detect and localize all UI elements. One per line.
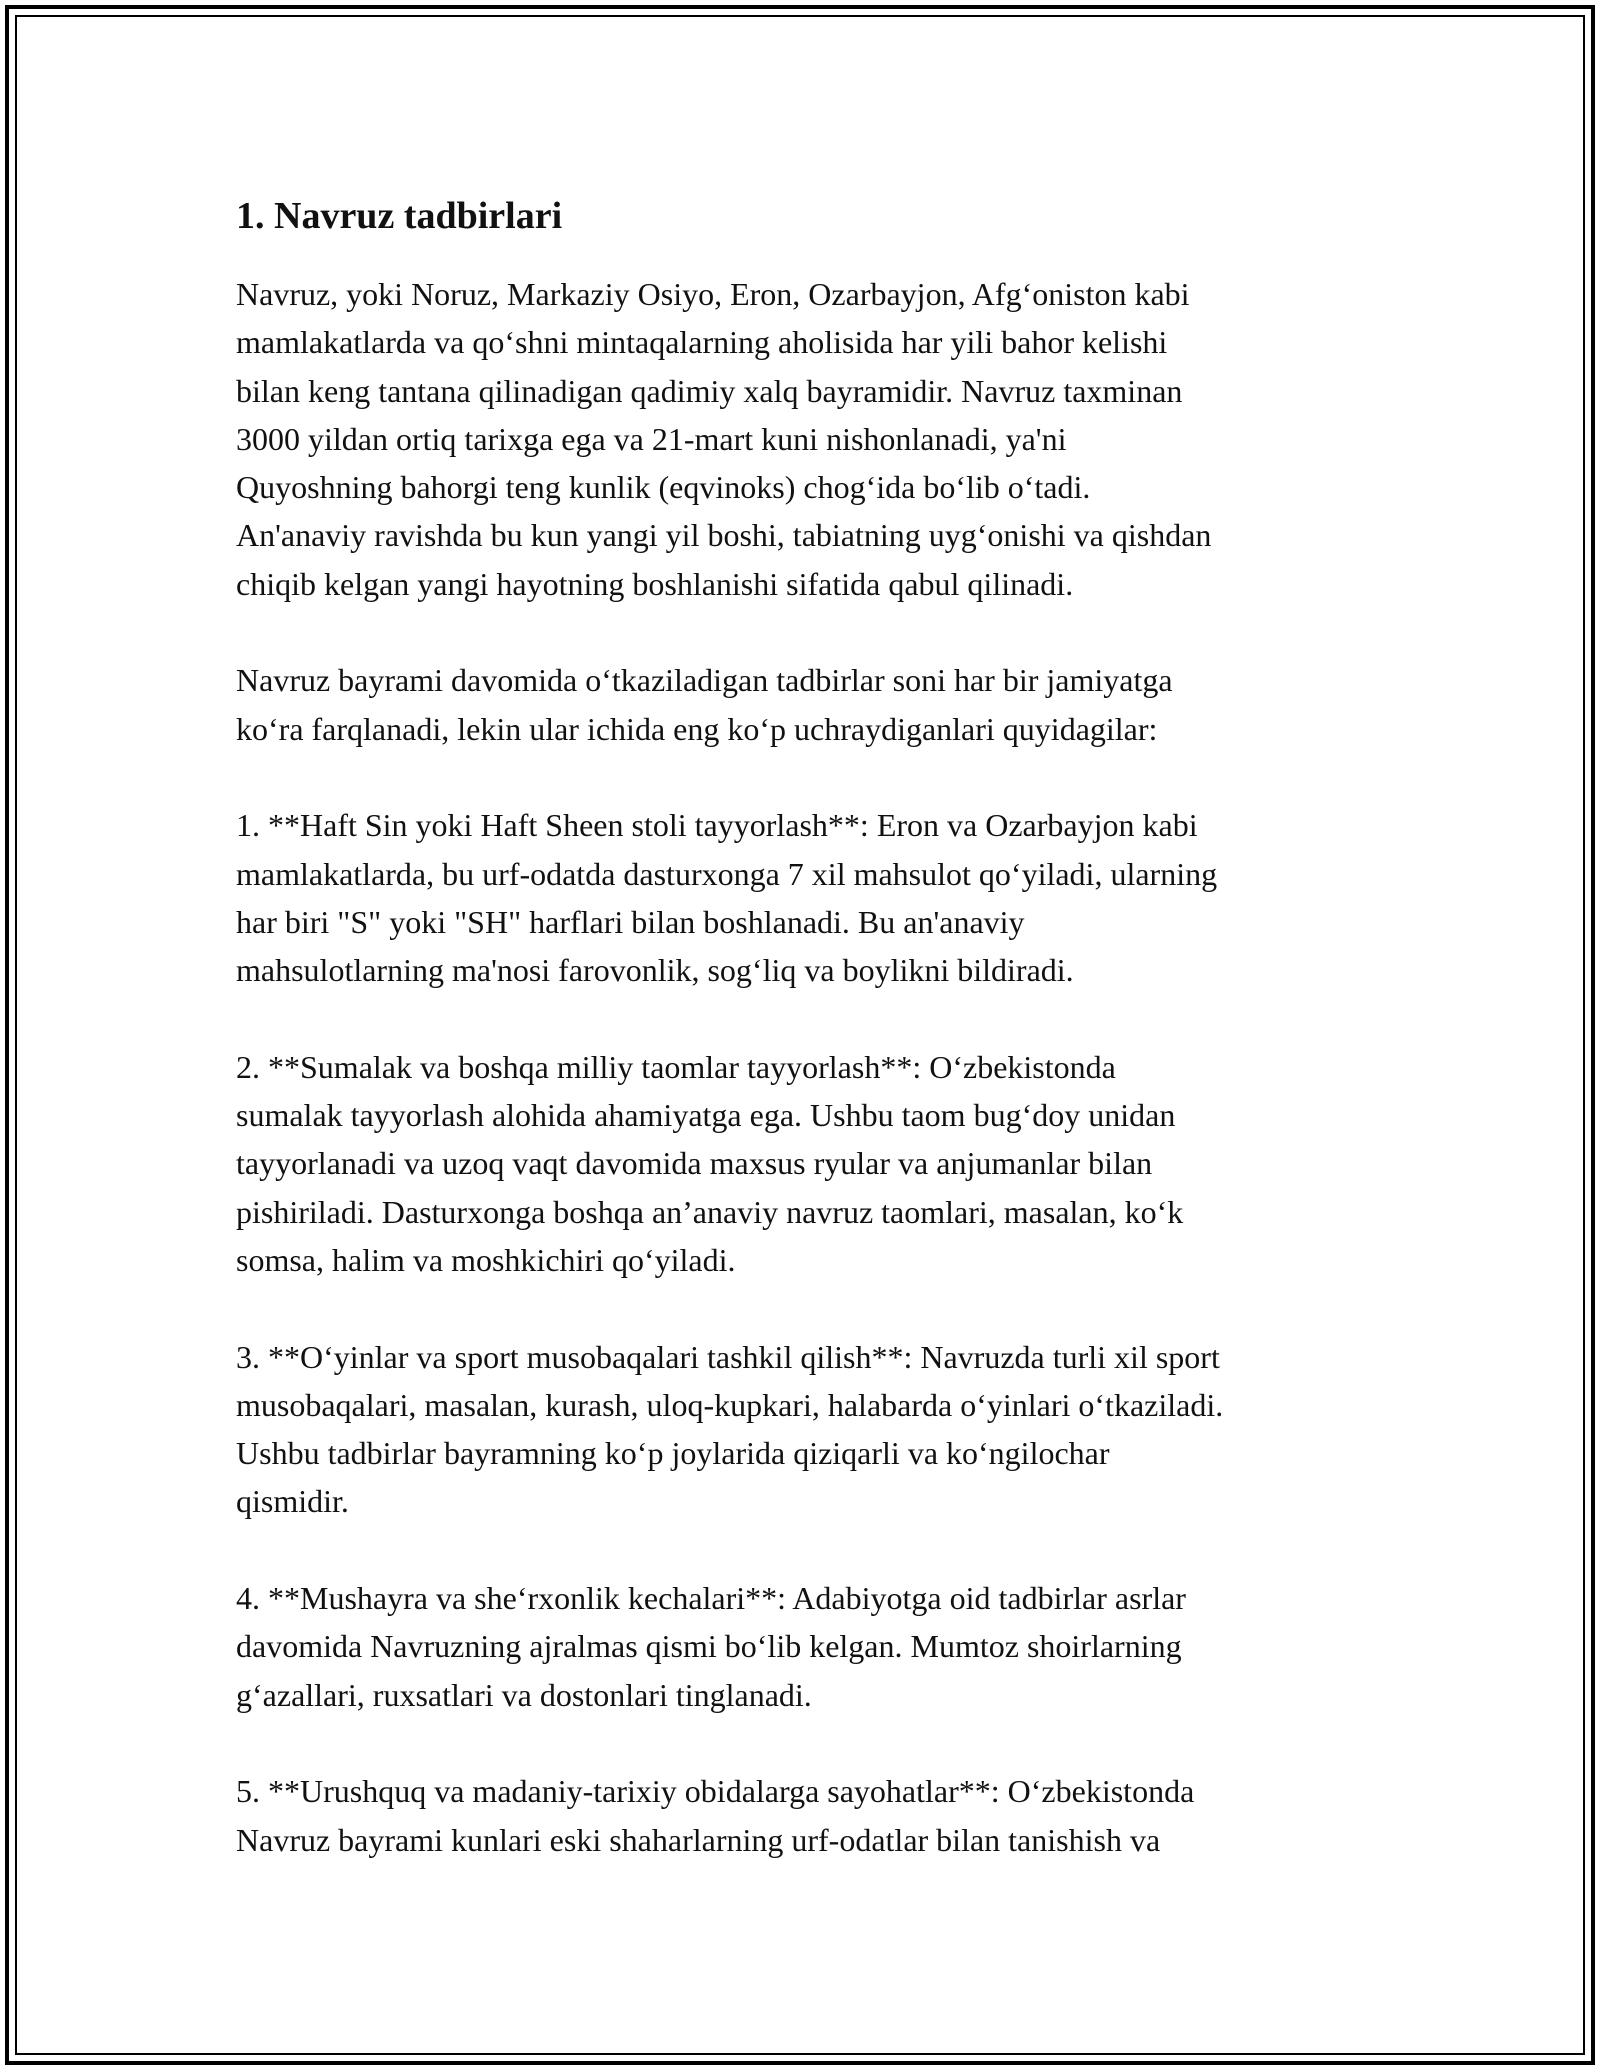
list-item-sport: 3. **O‘yinlar va sport musobaqalari tashkil qilish**: Navruzda turli xil sport musobaqalari, masalan, kurash, uloq-kupkari, halabarda o‘yinlari o‘tkaziladi. Ushbu tadbirlar bayramning ko‘p joylarida qiziqarli va ko‘ngilochar qismidir. [236,1338,1224,1520]
section-heading: 1. Navruz tadbirlari [236,195,563,237]
events-intro-paragraph: Navruz bayrami davomida o‘tkaziladigan tadbirlar soni har bir jamiyatga ko‘ra farqlanadi, lekin ular ichida eng ko‘p uchraydiganlari quyidagilar: [236,662,1173,747]
list-item-mushayra: 4. **Mushayra va she‘rxonlik kechalari**: Adabiyotga oid tadbirlar asrlar davomida Navruzning ajralmas qismi bo‘lib kelgan. Mumtoz shoirlarning g‘azallari, ruxsatlari va dostonlari tinglanadi. [236,1580,1186,1713]
intro-paragraph: Navruz, yoki Noruz, Markaziy Osiyo, Eron, Ozarbayjon, Afg‘oniston kabi mamlakatlarda va qo‘shni mintaqalarning aholisida har yili bahor kelishi bilan keng tantana qilinadigan qadimiy xalq bayramidir. Navruz taxminan 3000 yildan ortiq tarixga ega va 21-mart kuni nishonlanadi, ya'ni Quyoshning bahorgi teng kunlik (eqvinoks) chog‘ida bo‘lib o‘tadi. An'anaviy ravishda bu kun yangi yil boshi, tabiatning uyg‘onishi va qishdan chiqib kelgan yangi hayotning boshlanishi sifatida qabul qilinadi. [236,276,1212,602]
list-item-haft-sin: 1. **Haft Sin yoki Haft Sheen stoli tayyorlash**: Eron va Ozarbayjon kabi mamlakatlarda, bu urf-odatda dasturxonga 7 xil mahsulot qo‘yiladi, ularning har biri "S" yoki "SH" harflari bilan boshlanadi. Bu an'anaviy mahsulotlarning ma'nosi farovonlik, sog‘liq va boylikni bildiradi. [236,807,1218,989]
document-body [236,188,1386,1912]
list-item-sayohatlar: 5. **Urushquq va madaniy-tarixiy obidalarga sayohatlar**: O‘zbekistonda Navruz bayrami kunlari eski shaharlarning urf-odatlar bilan tanishish va [236,1773,1195,1858]
list-item-sumalak: 2. **Sumalak va boshqa milliy taomlar tayyorlash**: O‘zbekistonda sumalak tayyorlash alohida ahamiyatga ega. Ushbu taom bug‘doy unidan tayyorlanadi va uzoq vaqt davomida maxsus ryular va anjumanlar bilan pishiriladi. Dasturxonga boshqa an’anaviy navruz taomlari, masalan, ko‘k somsa, halim va moshkichiri qo‘yiladi. [236,1048,1184,1278]
